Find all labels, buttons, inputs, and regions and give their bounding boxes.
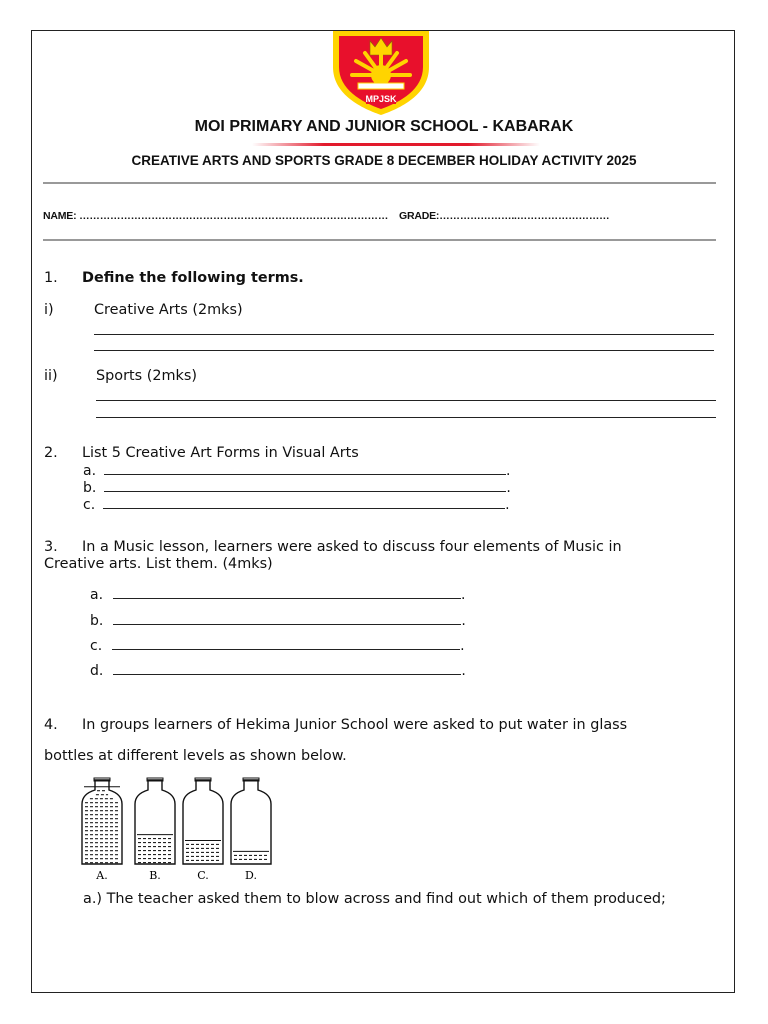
q2-option-c-label: c.: [83, 497, 96, 513]
paper-title: CREATIVE ARTS AND SPORTS GRADE 8 DECEMBER HOLIDAY ACTIVITY 2025: [131, 153, 637, 168]
q2-number: 2.: [44, 445, 58, 461]
grade-field[interactable]: GRADE:…………………..………………………: [399, 210, 610, 222]
q3-number: 3.: [44, 539, 58, 555]
title-underline: [252, 143, 540, 146]
q3-option-c[interactable]: c. .: [90, 638, 465, 654]
bottle-label-a: A.: [96, 869, 108, 882]
bottle-c: [183, 778, 223, 882]
q3-option-d-label: d.: [90, 663, 104, 679]
q3-prompt-line2: Creative arts. List them. (4mks): [44, 556, 273, 572]
bottle-b: [135, 778, 175, 882]
q1-part-i-text: Creative Arts (2mks): [94, 302, 243, 318]
q1-part-ii-text: Sports (2mks): [96, 368, 197, 384]
q2-option-c[interactable]: c. .: [83, 497, 510, 513]
q2-option-b-label: b.: [83, 480, 97, 496]
q1-number: 1.: [44, 270, 58, 286]
q4-number: 4.: [44, 717, 58, 733]
crest-motto-text: MPJSK: [365, 94, 397, 104]
q3-option-a[interactable]: a. .: [90, 587, 466, 603]
q1-prompt: Define the following terms.: [82, 270, 304, 286]
q2-option-a[interactable]: a. .: [83, 463, 511, 479]
q1-part-i-label: i): [44, 302, 54, 318]
water-bottles-illustration: [78, 776, 278, 882]
bottle-label-d: D.: [245, 869, 257, 882]
q3-option-d[interactable]: d. .: [90, 663, 466, 679]
q1-ii-answer-line-1[interactable]: [96, 400, 716, 401]
name-field[interactable]: NAME: ………………………………………………………………………………: [43, 210, 389, 222]
q1-i-answer-line-2[interactable]: [94, 350, 714, 351]
q3-prompt-line1: In a Music lesson, learners were asked to discuss four elements of Music in: [82, 539, 622, 555]
q3-option-b-label: b.: [90, 613, 104, 629]
bottle-label-c: C.: [197, 869, 209, 882]
bottle-a: [82, 778, 122, 882]
q1-ii-answer-line-2[interactable]: [96, 417, 716, 418]
header-rule-bottom: [43, 239, 716, 241]
q4-sub-a: a.) The teacher asked them to blow across and find out which of them produced;: [83, 891, 666, 907]
q2-option-a-label: a.: [83, 463, 97, 479]
q4-prompt-line2: bottles at different levels as shown below.: [44, 748, 347, 764]
header-rule-top: [43, 182, 716, 184]
bottle-label-b: B.: [149, 869, 161, 882]
school-name: MOI PRIMARY AND JUNIOR SCHOOL - KABARAK: [194, 118, 574, 135]
q3-option-a-label: a.: [90, 587, 104, 603]
q1-i-answer-line-1[interactable]: [94, 334, 714, 335]
bottle-d: [231, 778, 271, 882]
q4-prompt-line1: In groups learners of Hekima Junior School were asked to put water in glass: [82, 717, 628, 733]
q2-prompt: List 5 Creative Art Forms in Visual Arts: [82, 445, 359, 461]
q3-option-b[interactable]: b. .: [90, 613, 466, 629]
q1-part-ii-label: ii): [44, 368, 58, 384]
q2-option-b[interactable]: b. .: [83, 480, 511, 496]
q3-option-c-label: c.: [90, 638, 103, 654]
